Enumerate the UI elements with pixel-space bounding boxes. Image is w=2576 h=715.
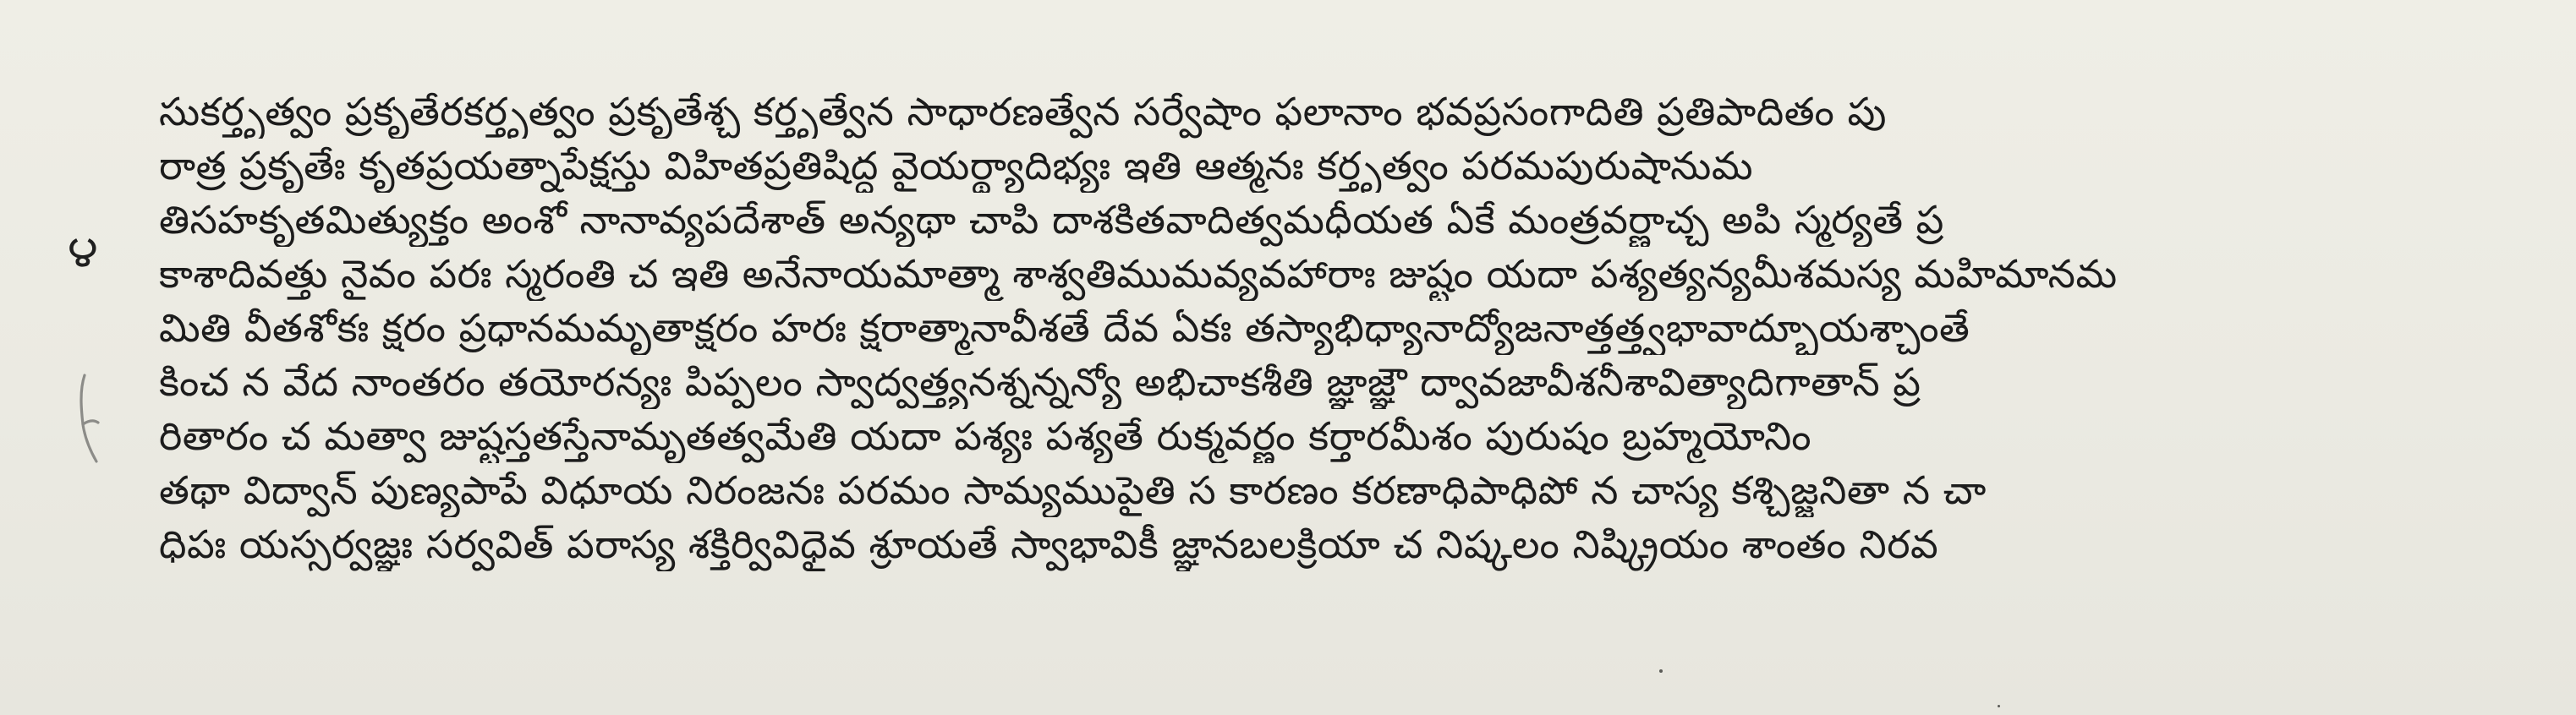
text-line: సుకర్తృత్వం ప్రకృతేరకర్తృత్వం ప్రకృతేశ్చ కర్తృత్వేన సాధారణత్వేన సర్వేషాం ఫలానాం భవప్రసంగాదితి ప్రతిపాదితం పు — [159, 89, 1887, 134]
telugu-text-block — [159, 85, 2527, 571]
text-line: రాత్ర ప్రకృతేః కృతప్రయత్నాపేక్షస్తు విహితప్రతిషిద్ధ వైయర్థ్యాదిభ్యః ఇతి ఆత్మనః కర్తృత్వం పరమపురుషానుమ — [159, 143, 1754, 188]
text-line: తథా విద్వాన్ పుణ్యపాపే విధూయ నిరంజనః పరమం సామ్యముపైతి స కారణం కరణాధిపాధిపో న చాస్య కశ్చిజ్జనితా న చా — [159, 467, 1987, 513]
text-line: రితారం చ మత్వా జుష్టస్తతస్తేనామృతత్వమేతి యదా పశ్యః పశ్యతే రుక్మవర్ణం కర్తారమీశం పురుషం బ్రహ్మయోనిం — [159, 413, 1812, 459]
text-line: తిసహకృతమిత్యుక్తం అంశో నానావ్యపదేశాత్ అన్యథా చాపి దాశకితవాదిత్వమధీయత ఏకే మంత్రవర్ణాచ్చ అపి స్మర్యతే ప్ర — [159, 197, 1944, 243]
text-line: కించ న వేద నాంతరం తయోరన్యః పిప్పలం స్వాద్వత్త్యనశ్నన్నన్యో అభిచాకశీతి జ్ఞాజ్ఞౌ ద్వావజావీశనీశావిత్యాదిగాతాన్ ప్ర — [159, 359, 1921, 405]
pencil-annotation-mark — [74, 372, 105, 465]
paper-speck — [1998, 705, 2000, 707]
text-line: కాశాదివత్తు నైవం పరః స్మరంతి చ ఇతి అనేనాయమాత్మా శాశ్వతిముమవ్యవహారాః జుష్టం యదా పశ్యత్యన్యమీశమస్య మహిమానమ — [159, 251, 2118, 297]
margin-page-number: ౪ — [68, 227, 98, 277]
paper-speck — [1659, 669, 1663, 673]
text-line: మితి వీతశోకః క్షరం ప్రధానమమృతాక్షరం హరః క్షరాత్మానావీశతే దేవ ఏకః తస్యాభిధ్యానాద్యోజనాత్తత్త్వభావాద్భూయశ్చాంతే — [159, 305, 1970, 351]
text-line: ధిపః యస్సర్వజ్ఞః సర్వవిత్ పరాస్య శక్తిర్వివిధైవ శ్రూయతే స్వాభావికీ జ్ఞానబలక్రియా చ నిష్కలం నిష్క్రియం శాంతం నిరవ — [159, 521, 1939, 567]
